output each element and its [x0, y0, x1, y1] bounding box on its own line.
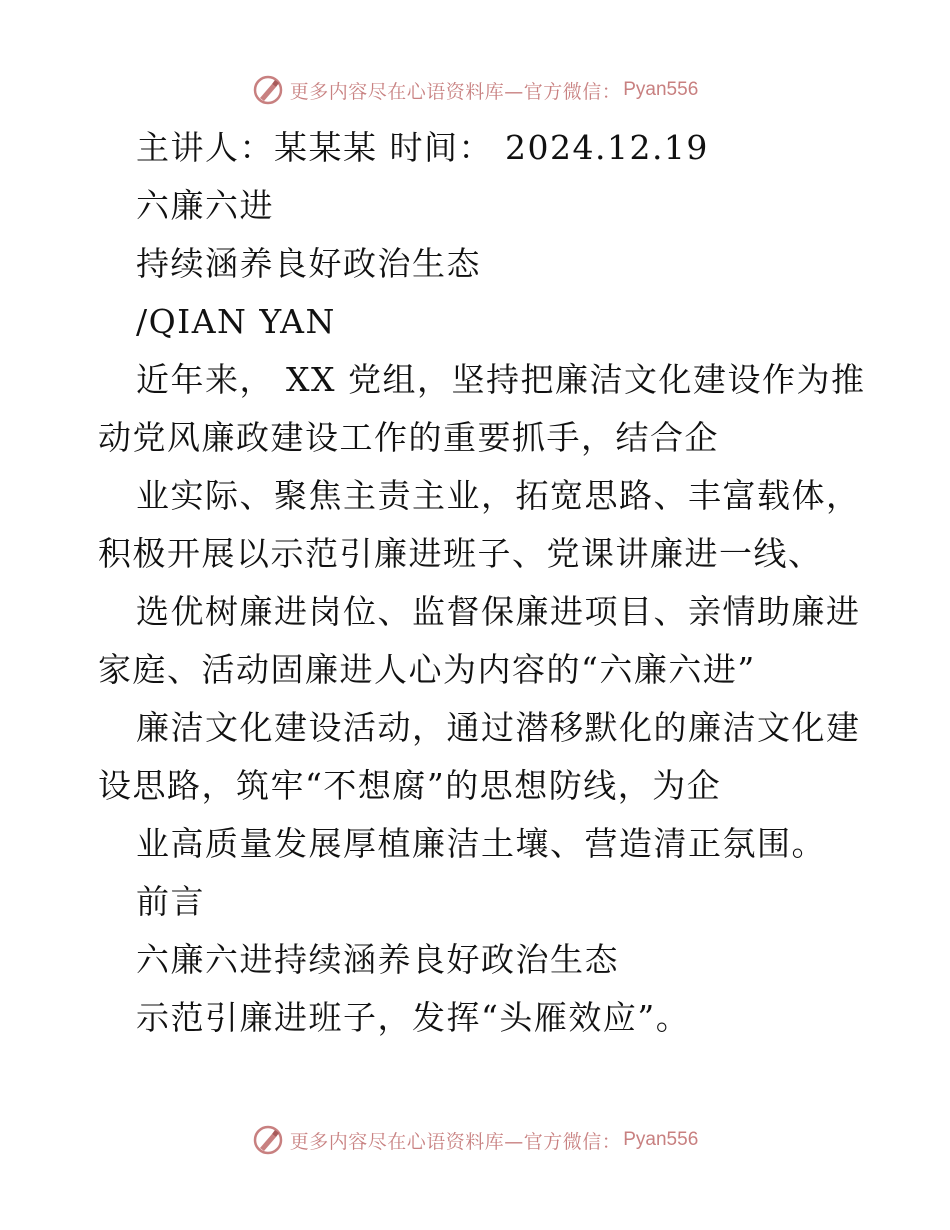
watermark-header — [0, 70, 950, 110]
watermark-handle: Pyan556 — [623, 79, 699, 100]
body-line: 业高质量发展厚植廉洁土壤、营造清正氛围。 — [136, 824, 826, 863]
body-line: 廉洁文化建设活动，通过潜移默化的廉洁文化建 — [136, 708, 861, 747]
subtitle-line: 持续涵养良好政治生态 — [136, 244, 481, 283]
section-heading: 前言 — [136, 882, 205, 921]
pen-logo-icon — [252, 74, 284, 106]
title-line: 六廉六进 — [136, 186, 274, 225]
body-line: 积极开展以示范引廉进班子、党课讲廉进一线、 — [98, 534, 823, 573]
body-line: 设思路，筑牢“不想腐”的思想防线，为企 — [98, 766, 722, 805]
body-line: 动党风廉政建设工作的重要抓手，结合企 — [98, 418, 719, 457]
watermark-handle: Pyan556 — [623, 1129, 699, 1150]
pen-logo-icon — [252, 1124, 284, 1156]
pinyin-line: /QIAN YAN — [136, 302, 336, 341]
watermark-text: 更多内容尽在心语资料库—官方微信： — [289, 80, 622, 103]
watermark-text: 更多内容尽在心语资料库—官方微信： — [289, 1130, 622, 1153]
watermark-footer — [0, 1120, 950, 1160]
body-line: 近年来， XX 党组，坚持把廉洁文化建设作为推 — [136, 360, 866, 399]
body-line: 业实际、聚焦主责主业，拓宽思路、丰富载体， — [136, 476, 861, 515]
body-line: 家庭、活动固廉进人心为内容的“六廉六进” — [98, 650, 756, 689]
speaker-line: 主讲人：某某某 时间： 2024.12.19 — [136, 128, 709, 167]
body-line: 选优树廉进岗位、监督保廉进项目、亲情助廉进 — [136, 592, 861, 631]
body-line: 六廉六进持续涵养良好政治生态 — [136, 940, 619, 979]
body-line: 示范引廉进班子，发挥“头雁效应”。 — [136, 998, 691, 1037]
